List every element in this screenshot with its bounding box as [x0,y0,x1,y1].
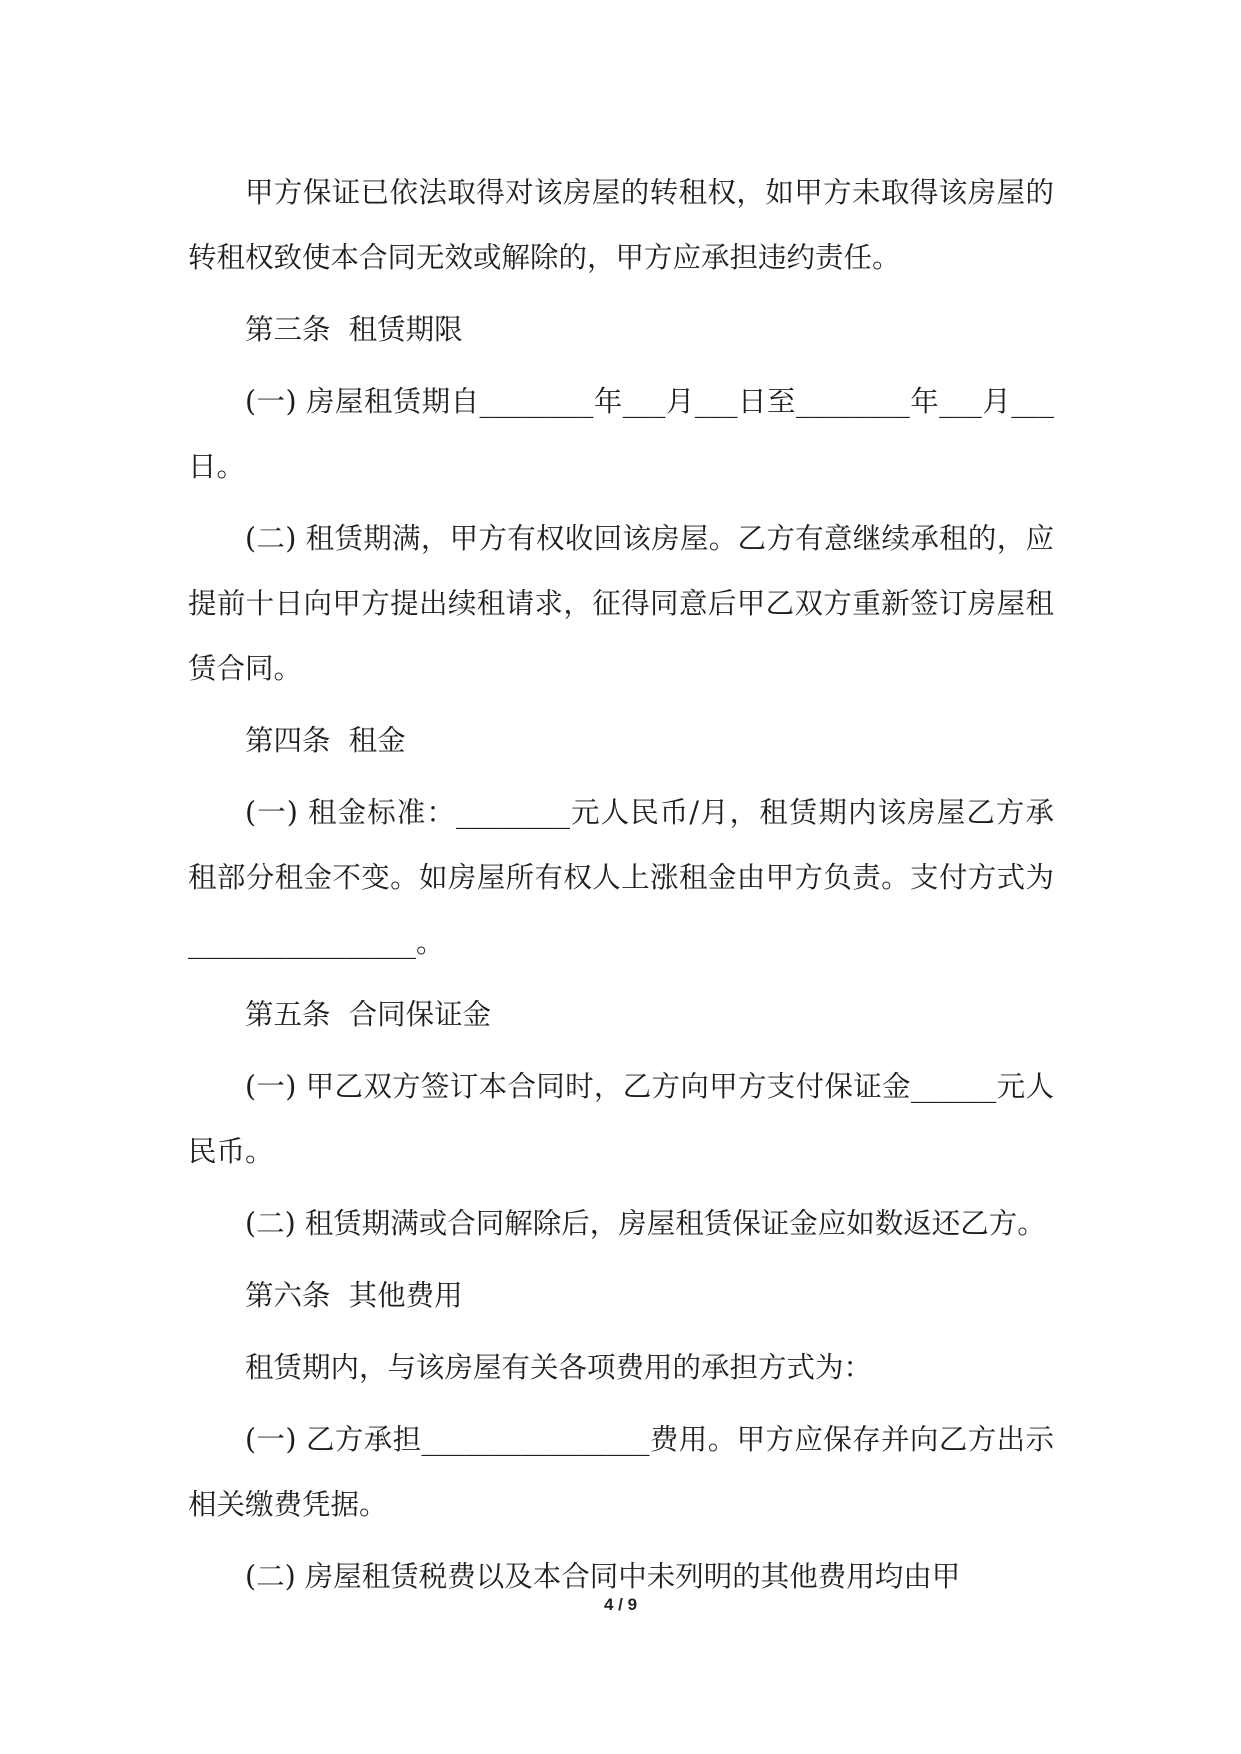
paragraph-deposit-return: (二) 租赁期满或合同解除后，房屋租赁保证金应如数返还乙方。 [245,1207,1046,1240]
page-number: 4 / 9 [603,1595,638,1614]
paragraph-fees-intro: 租赁期内，与该房屋有关各项费用的承担方式为： [245,1351,873,1384]
article-4-heading: 第四条 租金 [245,724,406,757]
paragraph-sublease-guarantee: 甲方保证已依法取得对该房屋的转租权，如甲方未取得该房屋的转租权致使本合同无效或解除的，甲方应承担违约责任。 [188,176,1054,274]
article-5-heading: 第五条 合同保证金 [245,998,492,1031]
article-3-heading: 第三条 租赁期限 [245,313,463,346]
article-6-heading: 第六条 其他费用 [245,1279,463,1312]
paragraph-lease-renewal: (二) 租赁期满，甲方有权收回该房屋。乙方有意继续承租的，应提前十日向甲方提出续租请求，征得同意后甲乙双方重新签订房屋租赁合同。 [188,522,1054,685]
paragraph-tenant-fees: (一) 乙方承担________________费用。甲方应保存并向乙方出示相关缴费凭据。 [188,1423,1054,1521]
paragraph-rent-standard: (一) 租金标准：________元人民币/月，租赁期内该房屋乙方承租部分租金不变。如房屋所有权人上涨租金由甲方负责。支付方式为________________。 [188,796,1054,959]
document-body [188,160,1054,1616]
paragraph-deposit-payment: (一) 甲乙双方签订本合同时，乙方向甲方支付保证金______元人民币。 [188,1070,1054,1168]
paragraph-tax-fees: (二) 房屋租赁税费以及本合同中未列明的其他费用均由甲 [245,1560,961,1593]
paragraph-lease-term: (一) 房屋租赁期自________年___月___日至________年___月___日。 [188,385,1054,483]
